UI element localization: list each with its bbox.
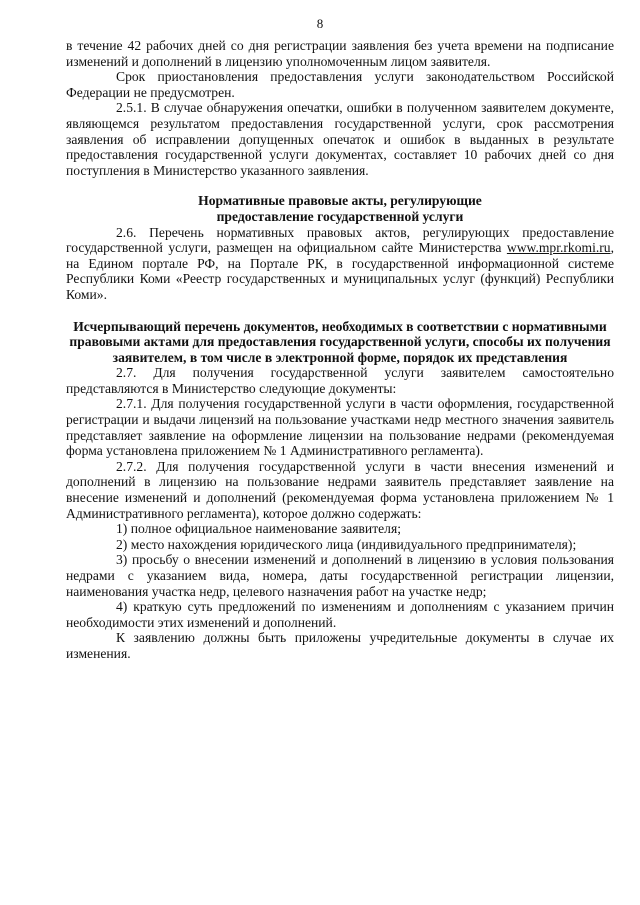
document-body — [66, 38, 614, 662]
paragraph: в течение 42 рабочих дней со дня регистрации заявления без учета времени на подписание изменений и дополнений в лицензию уполномоченным лицом заявителя. — [66, 38, 614, 69]
list-item: 4) краткую суть предложений по изменениям и дополнениям с указанием причин необходимости этих изменений и дополнений. — [66, 599, 614, 630]
ministry-website-link[interactable]: www.mpr.rkomi.ru — [506, 240, 611, 256]
paragraph: 2.7.1. Для получения государственной услуги в части оформления, государственной регистрации и выдачи лицензий на пользование участками недр местного значения заявитель представляет заявление на оформление лицензии на пользование недрами (рекомендуемая форма установлена приложением № 1 Административного регламента). — [66, 396, 614, 459]
paragraph: Срок приостановления предоставления услуги законодательством Российской Федерации не предусмотрен. — [66, 69, 614, 100]
heading-line: Нормативные правовые акты, регулирующие — [198, 193, 482, 209]
section-heading-documents-list: Исчерпывающий перечень документов, необходимых в соответствии с нормативными правовыми актами для предоставления государственной услуги, способы их получения заявителем, в том числе в электронной форме, порядок их представления — [69, 318, 611, 365]
section-heading-normative-acts — [66, 193, 614, 224]
list-item: 2) место нахождения юридического лица (индивидуального предпринимателя); — [116, 536, 577, 552]
paragraph-text: 2.6. Перечень нормативных правовых актов, регулирующих предоставление государственной услуги, размещен на официальном сайте Министерства — [66, 224, 614, 256]
heading-line: предоставление государственной услуги — [216, 208, 464, 224]
paragraph: 2.5.1. В случае обнаружения опечатки, ошибки в полученном заявителем документе, являющемся результатом предоставления государственной услуги, срок рассмотрения заявления об исправлении допущенных опечаток и ошибок в выданных в результате предоставления государственной услуги документах, составляет 10 рабочих дней со дня поступления в Министерство указанного заявления. — [66, 100, 614, 178]
list-item: 3) просьбу о внесении изменений и дополнений в лицензию в условия пользования недрами с указанием вида, номера, даты государственной регистрации лицензии, наименования участка недр, целевого назначения работ на участке недр; — [66, 552, 614, 599]
page-number: 8 — [316, 16, 324, 31]
list-item: 1) полное официальное наименование заявителя; — [116, 521, 401, 537]
paragraph-text: , на Едином портале РФ, на Портале РК, в государственной информационной системе Республики Коми «Реестр государственных и муниципальных услуг (функций) Республики Коми». — [66, 240, 614, 302]
paragraph: 2.7.2. Для получения государственной услуги в части внесения изменений и дополнений в лицензию на пользование недрами заявитель представляет заявление на внесение изменений и дополнений (рекомендуемая форма установлена приложением № 1 Административного регламента), которое должно содержать: — [66, 458, 614, 521]
paragraph: К заявлению должны быть приложены учредительные документы в случае их изменения. — [66, 630, 614, 661]
paragraph: 2.7. Для получения государственной услуги заявителем самостоятельно представляются в Министерство следующие документы: — [66, 365, 614, 396]
paragraph — [66, 225, 614, 303]
